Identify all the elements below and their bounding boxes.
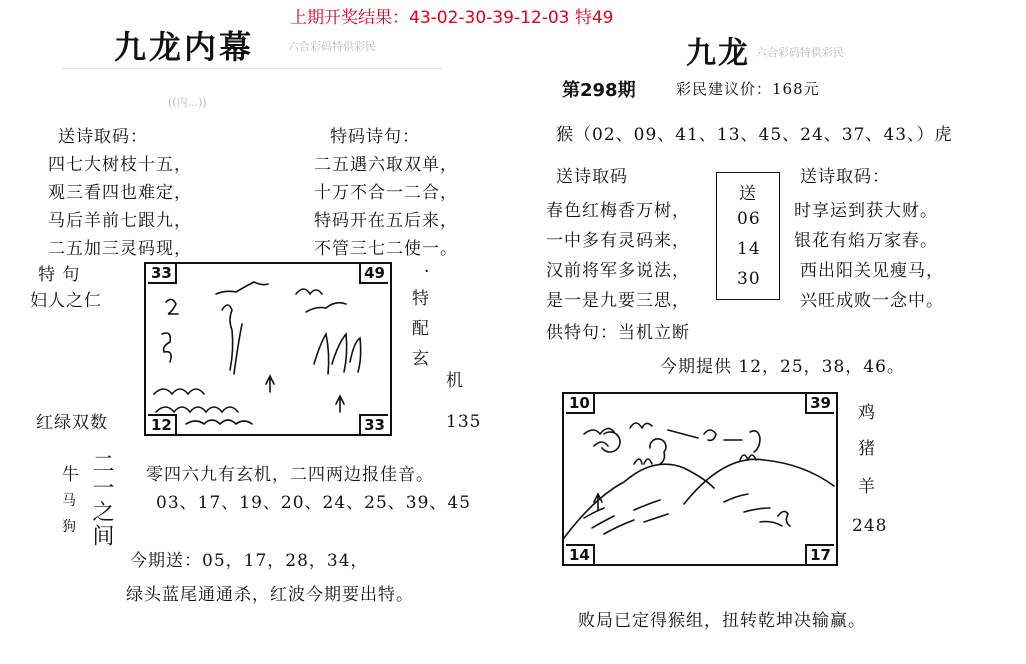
left-faint-line: ((内...))	[168, 96, 207, 109]
dot-mark: ·	[424, 262, 431, 282]
special-phrase-label: 特 句	[38, 265, 81, 285]
left-sketch	[146, 264, 390, 434]
box-corner-bottom-left: 14	[566, 544, 595, 564]
right-sketch	[564, 394, 836, 564]
send-number: 30	[737, 269, 761, 289]
right-poem-line-2: 兴旺成败一念中。	[800, 291, 944, 311]
right-title: 九龙	[686, 36, 750, 71]
right-poem-line: 是一是九要三思，	[546, 291, 690, 311]
animal-label: 羊	[858, 477, 876, 497]
right-poem-header: 送诗取码	[556, 167, 628, 187]
animal-label: 马	[62, 493, 76, 509]
ji-char: 机	[446, 371, 464, 391]
box-corner-top-right: 49	[359, 264, 388, 284]
box-corner-bottom-right: 33	[359, 414, 388, 434]
send-number-box	[716, 172, 780, 300]
send-label: 送	[739, 184, 757, 204]
special-phrase: 供特句：当机立断	[546, 323, 690, 343]
issue-number: 第298期	[562, 80, 636, 101]
right-poem-line-2: 时享运到获大财。	[794, 201, 938, 221]
left-poem-line: 观三看四也难定，	[48, 183, 192, 203]
vertical-char: 配	[412, 319, 430, 339]
send-number: 14	[737, 239, 761, 259]
monkey-tiger-line: 猴（02、09、41、13、45、24、37、43、）虎	[556, 125, 953, 145]
animal-label: 鸡	[858, 403, 876, 423]
number-135: 135	[446, 412, 482, 432]
right-poem-line: 春色红梅香万树，	[546, 201, 690, 221]
left-divider	[62, 68, 442, 69]
left-closing-line: 绿头蓝尾通通杀，红波今期要出特。	[126, 585, 414, 605]
left-poem-line: 马后羊前七跟九，	[48, 211, 192, 231]
provide-numbers: 今期提供 12，25，38，46。	[660, 357, 905, 377]
box-corner-bottom-left: 12	[148, 414, 177, 434]
today-numbers: 今期送：05，17，28，34，	[130, 551, 369, 571]
vertical-char: 玄	[412, 349, 430, 369]
numbers-line: 03、17、19、20、24、25、39、45	[156, 493, 472, 513]
right-poem-line-2: 银花有焰万家春。	[794, 231, 938, 251]
left-illustration-box	[144, 262, 392, 436]
between-label: 二一之间	[89, 452, 114, 548]
box-corner-top-right: 39	[805, 394, 834, 414]
animal-label: 狗	[62, 519, 76, 535]
left-special-poem-line: 二五遇六取双单，	[314, 155, 458, 175]
left-special-poem-line: 十万不合一二合，	[314, 183, 458, 203]
send-number: 06	[737, 209, 761, 229]
left-special-poem-header: 特码诗句：	[330, 127, 420, 147]
box-corner-bottom-right: 17	[805, 544, 834, 564]
right-illustration-box	[562, 392, 838, 566]
special-phrase-text: 妇人之仁	[30, 291, 102, 311]
right-poem-line-2: 西出阳关见瘦马，	[800, 261, 944, 281]
box-corner-top-left: 33	[148, 264, 177, 284]
box-corner-top-left: 10	[566, 394, 595, 414]
last-result-banner: 上期开奖结果：43-02-30-39-12-03 特49	[290, 8, 614, 28]
right-poem-header-2: 送诗取码：	[800, 167, 890, 187]
price-line: 彩民建议价：168元	[676, 80, 820, 98]
left-title: 九龙内幕	[114, 28, 255, 66]
animal-label: 牛	[62, 465, 80, 485]
right-subtitle: 六合彩码特供彩民	[756, 46, 844, 59]
left-subtitle: 六合彩码特供彩民	[288, 40, 376, 53]
vertical-char: 特	[412, 289, 430, 309]
right-poem-line: 一中多有灵码来，	[546, 231, 690, 251]
hint-line: 零四六九有玄机，二四两边报佳音。	[146, 465, 434, 485]
red-green-label: 红绿双数	[36, 413, 108, 433]
animal-label: 猪	[858, 439, 876, 459]
left-special-poem-line: 特码开在五后来，	[314, 211, 458, 231]
left-poem-line: 二五加三灵码现，	[48, 239, 192, 259]
left-special-poem-line: 不管三七二使一。	[314, 239, 458, 259]
right-closing-line: 败局已定得猴组，扭转乾坤决输赢。	[578, 611, 866, 631]
left-poem-header: 送诗取码：	[58, 127, 148, 147]
left-poem-line: 四七大树枝十五，	[48, 155, 192, 175]
number-248: 248	[852, 516, 888, 536]
right-poem-line: 汉前将军多说法，	[546, 261, 690, 281]
